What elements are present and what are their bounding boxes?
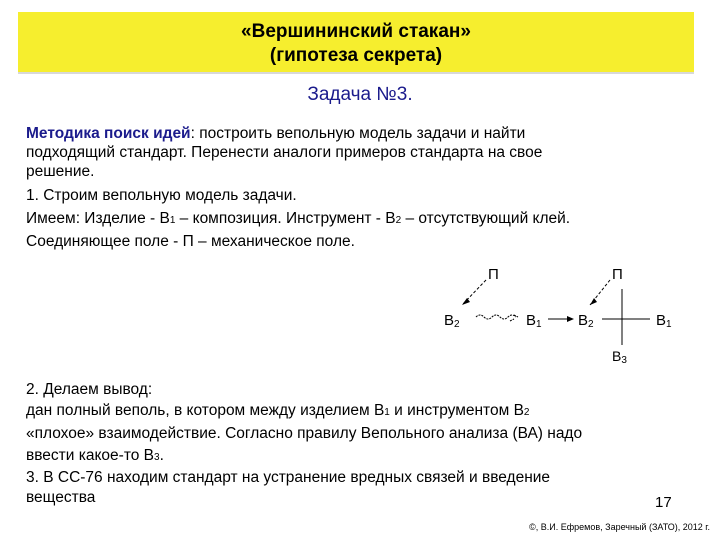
transition-arrowhead bbox=[567, 316, 574, 322]
standard-line-2: вещества bbox=[26, 489, 96, 506]
have-text-c: – отсутствующий клей. bbox=[401, 210, 571, 227]
field-line: Соединяющее поле - П – механическое поле. bbox=[26, 233, 355, 250]
page-number: 17 bbox=[655, 494, 672, 511]
conclusion-text-d: . bbox=[159, 447, 164, 464]
title-line-2: (гипотеза секрета) bbox=[269, 45, 443, 66]
step-1-line: 1. Строим вепольную модель задачи. bbox=[26, 187, 297, 204]
left-b2-label: В2 bbox=[444, 312, 460, 330]
subscript-c3: 3 bbox=[154, 452, 160, 463]
have-line bbox=[26, 209, 570, 230]
subscript-1: 1 bbox=[169, 215, 176, 226]
method-paragraph-line-3: решение. bbox=[26, 163, 95, 180]
conclusion-line-1 bbox=[26, 401, 529, 422]
method-label: Методика поиск идей bbox=[26, 125, 191, 142]
harmful-interaction-link bbox=[476, 315, 518, 321]
task-subtitle: Задача №3. bbox=[307, 84, 413, 105]
right-b3-label: В3 bbox=[612, 348, 627, 366]
subscript-2: 2 bbox=[395, 215, 402, 226]
have-text-b: – композиция. Инструмент - В bbox=[175, 210, 396, 227]
su-field-diagram bbox=[0, 255, 720, 370]
right-b1-label: В1 bbox=[656, 312, 672, 330]
title-line-1: «Вершининский стакан» bbox=[241, 21, 471, 42]
conclusion-line-3 bbox=[26, 446, 164, 467]
method-text: : построить вепольную модель задачи и найти bbox=[190, 125, 526, 142]
copyright-notice: ©, В.И. Ефремов, Заречный (ЗАТО), 2012 г. bbox=[529, 522, 710, 532]
conclusion-title: 2. Делаем вывод: bbox=[26, 381, 153, 398]
right-field-label: П bbox=[612, 266, 623, 283]
left-b1-label: В1 bbox=[526, 312, 542, 330]
left-field-arrowhead bbox=[462, 298, 470, 305]
conclusion-text-a: дан полный веполь, в котором между изделием В bbox=[26, 402, 385, 419]
subscript-c1: 1 bbox=[384, 407, 390, 418]
left-field-label: П bbox=[488, 266, 499, 283]
conclusion-line-2: «плохое» взаимодействие. Согласно правилу Вепольного анализа (ВА) надо bbox=[26, 425, 583, 442]
right-b2-label: В2 bbox=[578, 312, 594, 330]
method-paragraph-line-1 bbox=[26, 124, 525, 143]
have-text-a: Имеем: Изделие - В bbox=[26, 210, 170, 227]
conclusion-text-c: ввести какое-то В bbox=[26, 447, 155, 464]
conclusion-text-b: и инструментом В bbox=[389, 402, 524, 419]
right-field-arrowhead bbox=[590, 298, 597, 305]
title-banner bbox=[18, 12, 694, 74]
standard-line-1: 3. В СС-76 находим стандарт на устранение вредных связей и введение bbox=[26, 469, 551, 486]
subscript-c2: 2 bbox=[523, 407, 530, 418]
method-paragraph-line-2: подходящий стандарт. Перенести аналоги примеров стандарта на свое bbox=[26, 144, 543, 161]
